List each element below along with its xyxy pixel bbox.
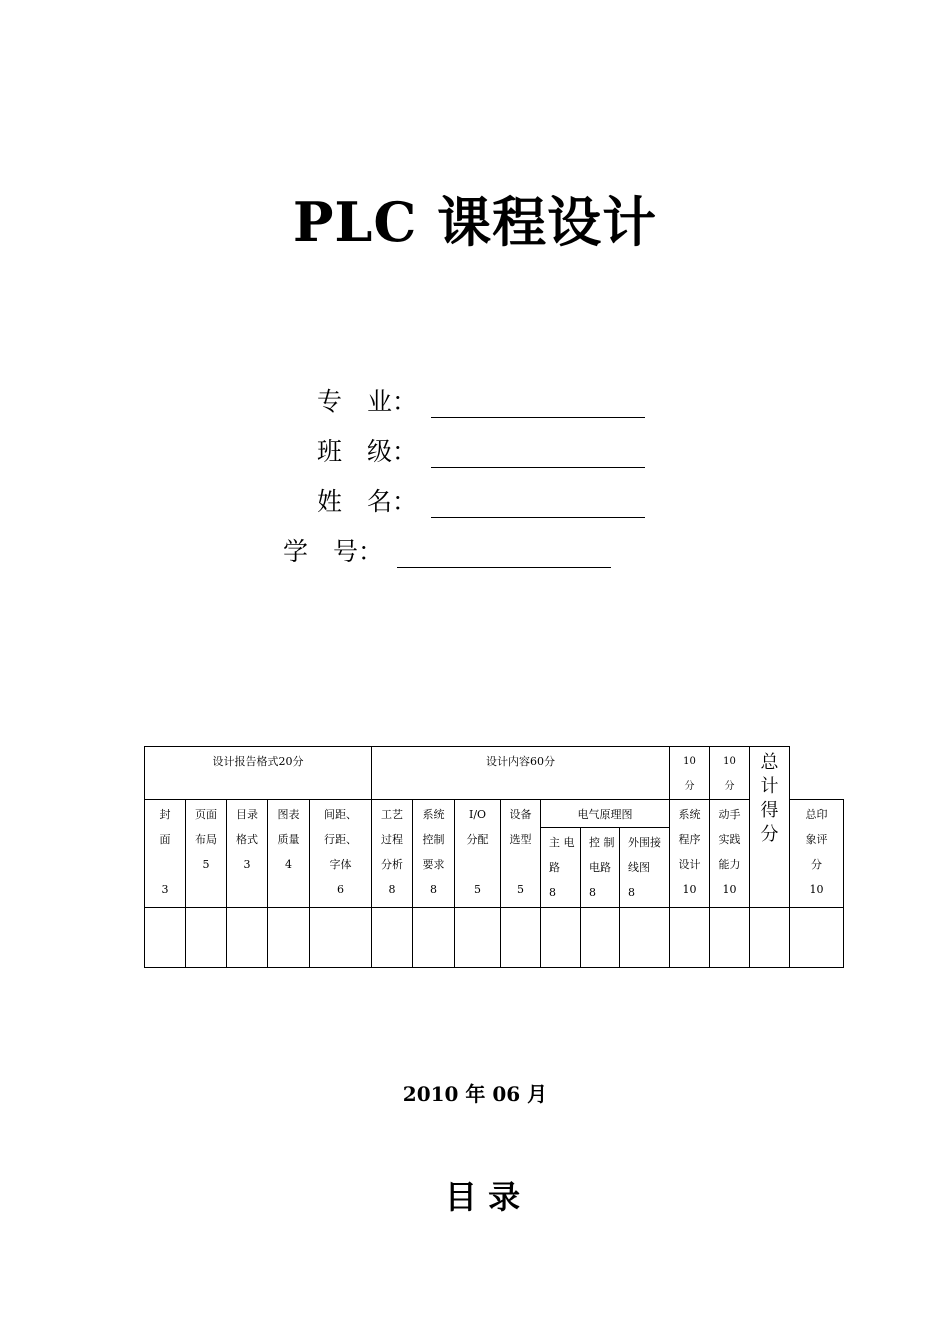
main-circuit-col: 主 电 路 8 — [541, 828, 581, 908]
cover-col: 封 面 3 — [145, 800, 186, 908]
score-cell[interactable] — [710, 908, 750, 968]
electrical-diagram-header: 电气原理图 — [541, 800, 670, 828]
student-id-field — [283, 532, 611, 568]
spacing-font-col: 间距、 行距、 字体 6 — [310, 800, 372, 908]
total-score-header: 总 计 得 分 — [750, 747, 790, 908]
page-layout-col: 页面 布局 5 — [186, 800, 227, 908]
class-label: 班 级： — [317, 437, 418, 466]
score-cell[interactable] — [620, 908, 670, 968]
peripheral-wiring-col: 外围接 线图 8 — [620, 828, 670, 908]
name-blank-line[interactable] — [431, 491, 645, 518]
chart-quality-col: 图表 质量 4 — [268, 800, 310, 908]
hands-on-col: 动手 实践 能力 10 — [710, 800, 750, 908]
practice-points-header: 10 分 — [670, 747, 710, 800]
score-cell[interactable] — [501, 908, 541, 968]
score-cell[interactable] — [750, 908, 790, 968]
control-circuit-col: 控 制 电路 8 — [581, 828, 620, 908]
document-date: 2010 年 06 月 — [402, 1082, 548, 1106]
name-label: 姓 名： — [317, 487, 418, 516]
class-field — [317, 432, 645, 468]
major-label: 专 业： — [317, 387, 418, 416]
report-format-header: 设计报告格式20分 — [145, 747, 372, 800]
total-score-cell[interactable] — [790, 908, 844, 968]
score-cell[interactable] — [186, 908, 227, 968]
major-field — [317, 382, 645, 418]
process-analysis-col: 工艺 过程 分析 8 — [372, 800, 413, 908]
score-cell[interactable] — [310, 908, 372, 968]
score-cell[interactable] — [268, 908, 310, 968]
score-cell[interactable] — [413, 908, 455, 968]
io-allocation-col: I/O 分配 5 — [455, 800, 501, 908]
student-id-label: 学 号： — [283, 537, 384, 566]
score-cell[interactable] — [372, 908, 413, 968]
equipment-selection-col: 设备 选型 5 — [501, 800, 541, 908]
class-blank-line[interactable] — [431, 441, 645, 468]
student-id-blank-line[interactable] — [397, 541, 611, 568]
toc-heading: 目 录 — [444, 1178, 521, 1216]
score-cell[interactable] — [581, 908, 620, 968]
impression-points-header: 10 分 — [710, 747, 750, 800]
control-requirements-col: 系统 控制 要求 8 — [413, 800, 455, 908]
score-entry-row — [145, 908, 844, 968]
program-design-col: 系统 程序 设计 10 — [670, 800, 710, 908]
document-title: PLC 课程设计 — [292, 190, 658, 254]
score-cell[interactable] — [227, 908, 268, 968]
major-blank-line[interactable] — [431, 391, 645, 418]
score-cell[interactable] — [670, 908, 710, 968]
name-field — [317, 482, 645, 518]
score-cell[interactable] — [455, 908, 501, 968]
score-cell[interactable] — [145, 908, 186, 968]
score-cell[interactable] — [541, 908, 581, 968]
score-table — [144, 746, 844, 968]
design-content-header: 设计内容60分 — [372, 747, 670, 800]
impression-col: 总印 象评 分 10 — [790, 800, 844, 908]
toc-format-col: 目录 格式 3 — [227, 800, 268, 908]
